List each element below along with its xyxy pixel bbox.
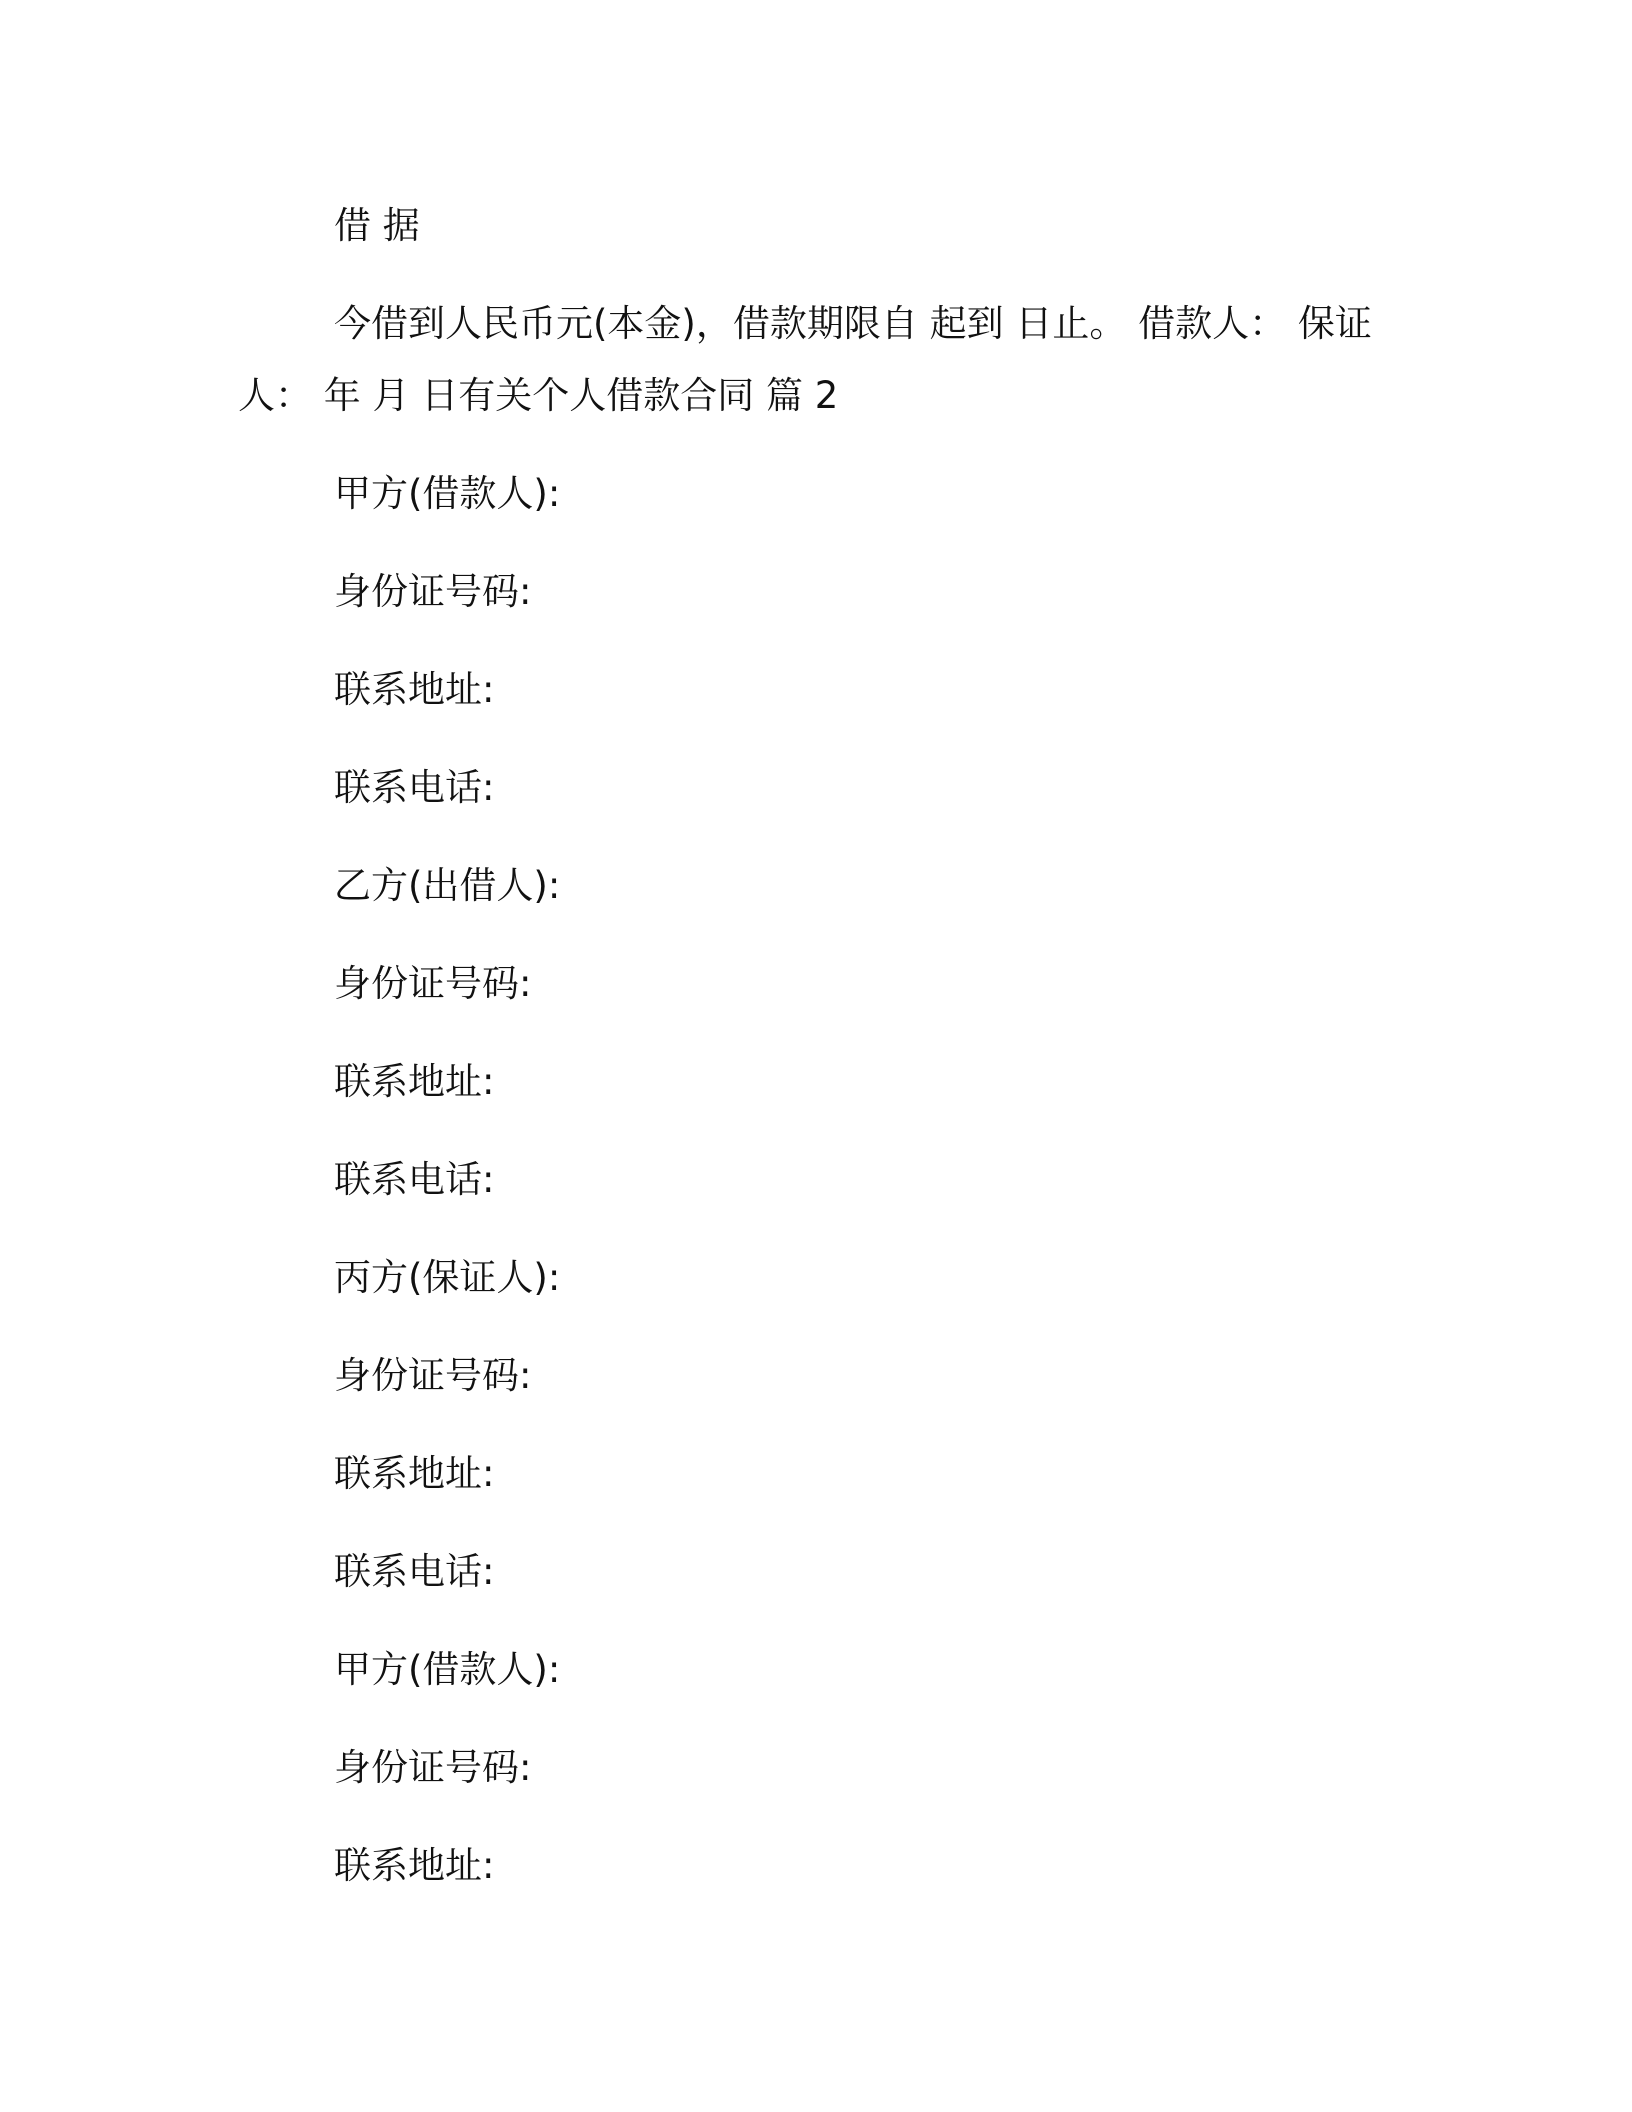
field-id-number-c: 身份证号码: bbox=[334, 1354, 532, 1397]
field-address-a-repeat: 联系地址: bbox=[334, 1844, 495, 1887]
field-phone-c: 联系电话: bbox=[334, 1550, 495, 1593]
field-id-number-b: 身份证号码: bbox=[334, 962, 532, 1005]
field-guarantor-c: 丙方(保证人): bbox=[334, 1256, 561, 1299]
field-lender-b: 乙方(出借人): bbox=[334, 864, 561, 907]
field-borrower-a-repeat: 甲方(借款人): bbox=[334, 1648, 561, 1691]
field-phone-b: 联系电话: bbox=[334, 1158, 495, 1201]
field-borrower-a: 甲方(借款人): bbox=[334, 472, 561, 515]
field-id-number-a-repeat: 身份证号码: bbox=[334, 1746, 532, 1789]
field-id-number-a: 身份证号码: bbox=[334, 570, 532, 613]
field-address-b: 联系地址: bbox=[334, 1060, 495, 1103]
loan-receipt-paragraph: 今借到人民币元(本金)，借款期限自 起到 日止。 借款人： 保证人： 年 月 日有关个人借款合同 篇 2 bbox=[238, 302, 1372, 417]
document-title: 借 据 bbox=[334, 204, 420, 247]
field-address-c: 联系地址: bbox=[334, 1452, 495, 1495]
document-content bbox=[238, 190, 1388, 1928]
field-address-a: 联系地址: bbox=[334, 668, 495, 711]
field-phone-a: 联系电话: bbox=[334, 766, 495, 809]
